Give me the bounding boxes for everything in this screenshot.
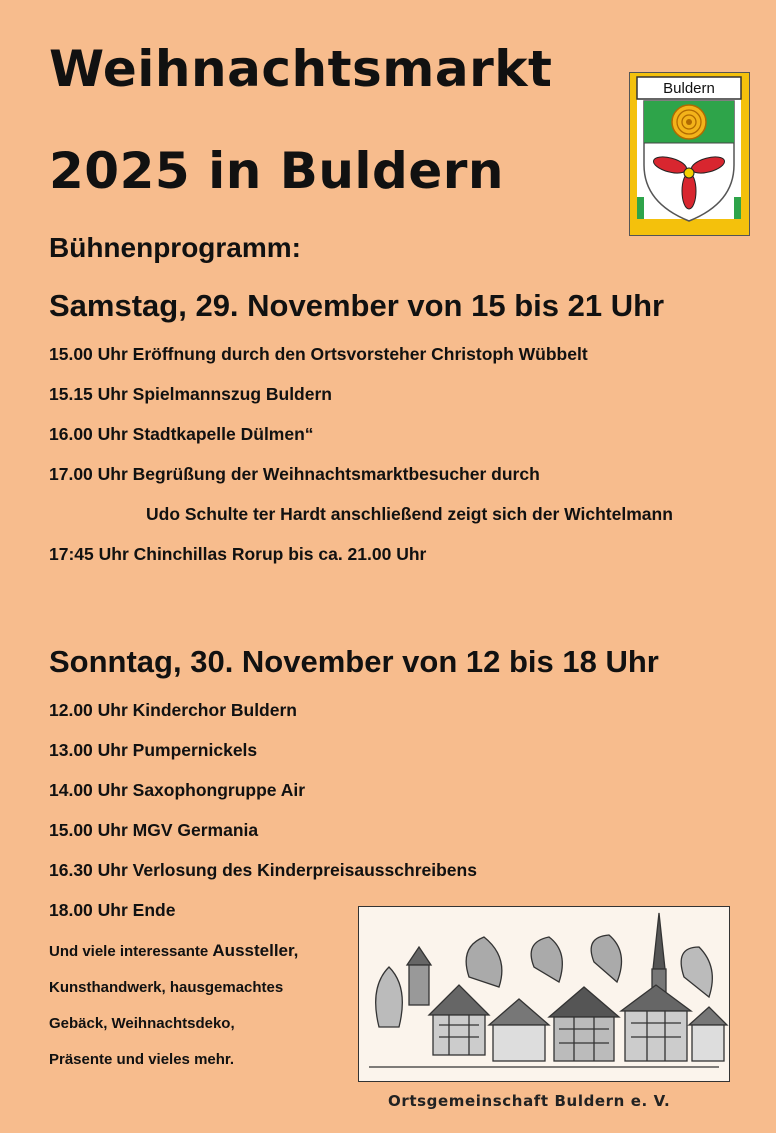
extras-line1-suffix: , (293, 941, 299, 960)
page-title-line1: Weihnachtsmarkt (49, 40, 553, 98)
saturday-item: 16.00 Uhr Stadtkapelle Dülmen“ (49, 424, 314, 444)
sunday-item: 14.00 Uhr Saxophongruppe Air (49, 780, 306, 800)
buldern-crest (629, 72, 750, 236)
saturday-item: 15.15 Uhr Spielmannszug Buldern (49, 384, 332, 404)
extras-line1-emphasis: Aussteller (212, 941, 294, 960)
sunday-heading: Sonntag, 30. November von 12 bis 18 Uhr (49, 644, 659, 679)
organizer-footer: Ortsgemeinschaft Buldern e. V. (388, 1092, 671, 1110)
sunday-item: 15.00 Uhr MGV Germania (49, 820, 259, 840)
saturday-item-continued: Udo Schulte ter Hardt anschließend zeigt sich der Wichtelmann (146, 504, 673, 524)
village-drawing-icon (359, 907, 729, 1081)
saturday-item: 15.00 Uhr Eröffnung durch den Ortsvorsteher Christoph Wübbelt (49, 344, 588, 364)
extras-line3: Gebäck, Weihnachtsdeko, (49, 1015, 235, 1032)
saturday-heading: Samstag, 29. November von 15 bis 21 Uhr (49, 288, 665, 323)
coat-of-arms-icon (630, 73, 749, 235)
sunday-item: 13.00 Uhr Pumpernickels (49, 740, 258, 760)
saturday-item: 17.00 Uhr Begrüßung der Weihnachtsmarktbesucher durch (49, 464, 540, 484)
extras-line2: Kunsthandwerk, hausgemachtes (49, 979, 284, 996)
sunday-item: 18.00 Uhr Ende (49, 900, 176, 920)
extras-line4: Präsente und vieles mehr. (49, 1051, 235, 1068)
sunday-item: 16.30 Uhr Verlosung des Kinderpreisausschreibens (49, 860, 477, 880)
sunday-item: 12.00 Uhr Kinderchor Buldern (49, 700, 297, 720)
crest-label: Buldern (663, 80, 715, 97)
program-heading: Bühnenprogramm: (49, 232, 301, 263)
extras-line1 (49, 942, 298, 959)
village-sketch-illustration (358, 906, 730, 1082)
page-title-line2: 2025 in Buldern (49, 142, 505, 200)
saturday-item: 17:45 Uhr Chinchillas Rorup bis ca. 21.00 Uhr (49, 544, 427, 564)
extras-line1-prefix: Und viele interessante (49, 943, 213, 960)
